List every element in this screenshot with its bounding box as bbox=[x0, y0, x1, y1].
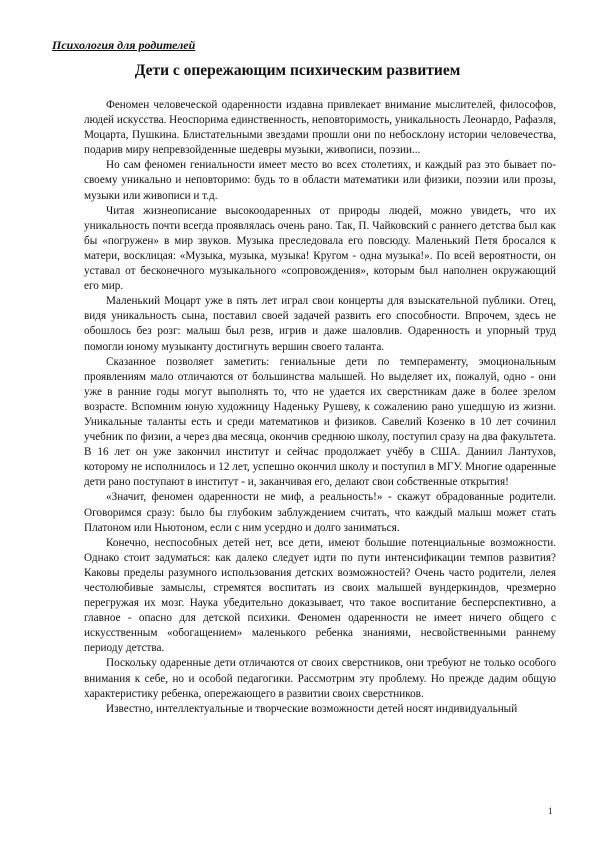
page-number: 1 bbox=[548, 806, 553, 816]
paragraph: Феномен человеческой одаренности издавна привлекает внимание мыслителей, философов, людей искусства. Неоспорима единственность, неповторимость, уникальность Леонардо, Рафаэля, Моцарта, Пушкина. Блистательными звездами прошли они по небосклону истории человечества, подарив миру непревзойденные шедевры музыки, живописи, поэзии... bbox=[84, 99, 556, 157]
paragraph: «Значит, феномен одаренности не миф, а реальность!» - скажут обрадованные родители. Оговоримся сразу: было бы глубоким заблуждением считать, что каждый малыш может стать Платоном или Ньютоном, если с ним усердно и долго заниматься. bbox=[84, 491, 556, 534]
paragraph: Поскольку одаренные дети отличаются от своих сверстников, они требуют не только особого внимания к себе, но и особой педагогики. Рассмотрим эту проблему. Но прежде дадим общую характеристику ребенка, опережающего в развитии своих сверстников. bbox=[84, 657, 556, 700]
paragraph: Но сам феномен гениальности имеет место во всех столетиях, и каждый раз это бывает по-своему уникально и неповторимо: будь то в области математики или физики, поэзии или прозы, музыки или живописи и т.д. bbox=[84, 159, 556, 202]
paragraph: Конечно, неспособных детей нет, все дети, имеют большие потенциальные возможности. Однако стоит задуматься: как далеко следует идти по пути интенсификации темпов развития? Каковы пределы разумного использования детских возможностей? Очень часто родители, лелея честолюбивые замыслы, стремятся воспитать из своих малышей вундеркиндов, чрезмерно перегружая их мозг. Наука убедительно доказывает, что такое воспитание бесперспективно, а главное - опасно для детской психики. Феномен одаренности не имеет ничего общего с искусственным «обогащением» маленького ребенка знаниями, несвойственными раннему периоду детства. bbox=[84, 536, 556, 655]
paragraph: Известно, интеллектуальные и творческие возможности детей носят индивидуальный bbox=[106, 702, 518, 715]
paragraph: Сказанное позволяет заметить: гениальные дети по темпераменту, эмоциональным проявлениям мало отличаются от большинства малышей. Но выделяет их, пожалуй, одно - они уже в ранние годы могут выполнять то, что не удается их сверстникам даже в более зрелом возрасте. Вспомним юную художницу Наденьку Рушеву, к сожалению рано ушедшую из жизни. Уникальные таланты есть и среди математиков и физиков. Савелий Козенко в 10 лет сочинил учебник по физии, а через два месяца, окончив среднюю школу, поступил сразу на два факультета. В 16 лет он уже закончил институт и сейчас продолжает учёбу в США. Даниил Лантухов, которому не исполнилось и 12 лет, успешно окончил школу и поступил в МГУ. Многие одаренные дети рано поступают в институт - и, заканчивая его, делают свои собственные открытия! bbox=[84, 355, 556, 489]
paragraph: Читая жизнеописание высокоодаренных от природы людей, можно увидеть, что их уникальность почти всегда проявлялась очень рано. Так, П. Чайковский с раннего детства был как бы «погружен» в мир звуков. Музыка преследовала его повсюду. Маленький Петя бросался к матери, восклицая: «Музыка, музыка, музыка! Кругом - одна музыка!». По всей вероятности, он уставал от бесконечного музыкального «сопровождения», которым был наполнен окружающий его мир. bbox=[84, 204, 556, 293]
article-title: Дети с опережающим психическим развитием bbox=[134, 62, 461, 79]
section-header: Психология для родителей bbox=[52, 38, 196, 52]
article-body bbox=[84, 98, 556, 717]
paragraph: Маленький Моцарт уже в пять лет играл свои концерты для взыскательной публики. Отец, видя уникальность сына, поставил своей задачей развить его способности. Впрочем, здесь не обошлось без розг: малыш был резв, игрив и даже шаловлив. Одаренность и упорный труд помогли юному музыканту достигнуть вершин своего таланта. bbox=[84, 295, 556, 353]
